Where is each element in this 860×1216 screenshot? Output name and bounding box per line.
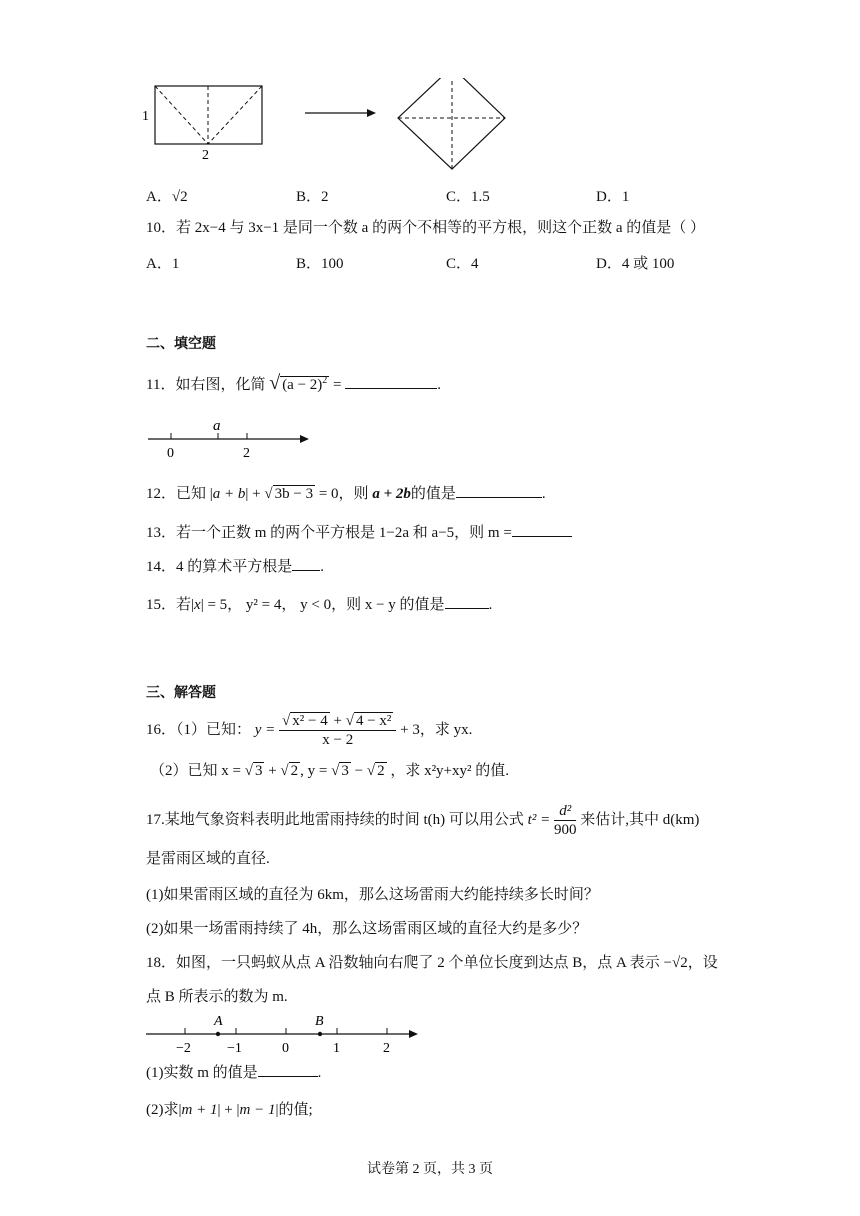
q11-number-line: [146, 412, 316, 462]
q13-answer-blank[interactable]: [512, 522, 572, 537]
q18-answer-blank[interactable]: [258, 1062, 318, 1077]
svg-text:0: 0: [167, 446, 174, 461]
svg-text:2: 2: [383, 1041, 390, 1056]
q17-sub1: (1)如果雷雨区域的直径为 6km，那么这场雷雨大约能持续多长时间？: [146, 887, 599, 903]
q16-fraction: $\frac{\text{√ x² − 4 + √ 4 − x²}}{x - 2}$: [279, 712, 396, 749]
q12-text: 12．已知 |a + b| + √ 3b − 3 = 0，则 a + 2b的值是 .: [146, 483, 546, 505]
q9-option-c: C．1.5: [446, 189, 490, 205]
sqrt-expression: √ $(a - 2)^2$: [269, 372, 328, 394]
q10-option-a: A．1: [146, 256, 180, 272]
q17-line1: 17.某地气象资料表明此地雷雨持续的时间 t(h) 可以用公式 t² = $\frac{\text{d²}}{900}$ 来估计,其中 d(km): [146, 803, 700, 839]
q18-line2: 点 B 所表示的数为 m.: [146, 989, 288, 1005]
q14-text: 14．4 的算术平方根是 .: [146, 556, 324, 578]
q9-option-a: A．√2: [146, 189, 188, 205]
svg-text:A: A: [214, 1014, 223, 1029]
svg-text:1: 1: [333, 1041, 340, 1056]
q10-text: 10．若 2x−4 与 3x−1 是同一个数 a 的两个不相等的平方根，则这个正数 a 的值是（ ）: [146, 220, 705, 236]
fold-figure: [138, 78, 518, 178]
svg-text:−2: −2: [176, 1041, 191, 1056]
q10-option-c: C．4: [446, 256, 479, 272]
q12-answer-blank[interactable]: [456, 483, 542, 498]
q18-sub2: (2)求|m + 1| + |m − 1|的值;: [146, 1102, 313, 1118]
point-b: [318, 1032, 322, 1036]
rect-height-label: 1: [142, 109, 149, 124]
q15-text: 15．若|x| = 5， y² = 4， y < 0，则 x − y 的值是 .: [146, 594, 492, 616]
q16-part2: （2）已知 x = √ 3 + √ 2 , y = √ 3 − √ 2 ，求 x²y+xy² 的值.: [150, 763, 510, 779]
q18-sub1: (1)实数 m 的值是 .: [146, 1062, 321, 1084]
svg-text:a: a: [213, 418, 221, 434]
q18-number-line: [144, 1008, 434, 1058]
point-a: [216, 1032, 220, 1036]
q10-option-d: D．4 或 100: [596, 256, 675, 272]
svg-text:2: 2: [243, 446, 250, 461]
q15-answer-blank[interactable]: [445, 594, 489, 609]
q14-answer-blank[interactable]: [292, 556, 320, 571]
q17-line2: 是雷雨区域的直径.: [146, 851, 270, 867]
svg-text:0: 0: [282, 1041, 289, 1056]
q17-formula-fraction: $\frac{\text{d²}}{900}$: [553, 803, 577, 839]
q10-option-b: B．100: [296, 256, 344, 272]
q11-text: 11．如右图，化简 √ $(a - 2)^2$ = .: [146, 372, 442, 394]
rect-width-label: 2: [202, 148, 209, 163]
svg-text:−1: −1: [227, 1041, 242, 1056]
q16-part1: 16．（1）已知： y = $\frac{\text{√ x² − 4 + √ 4 − x²}}{x - 2}$ + 3，求 yx.: [146, 713, 473, 749]
q11-answer-blank[interactable]: [345, 374, 437, 389]
q9-option-d: D．1: [596, 189, 630, 205]
page-footer: 试卷第 2 页，共 3 页: [367, 1162, 493, 1177]
svg-text:B: B: [315, 1014, 324, 1029]
q13-text: 13．若一个正数 m 的两个平方根是 1−2a 和 a−5，则 m =: [146, 522, 572, 544]
section-title-fill-blank: 二、填空题: [146, 336, 216, 352]
q17-sub2: (2)如果一场雷雨持续了 4h，那么这场雷雨区域的直径大约是多少？: [146, 921, 588, 937]
q9-option-b: B．2: [296, 189, 329, 205]
section-title-solve: 三、解答题: [146, 685, 216, 701]
q18-line1: 18．如图，一只蚂蚁从点 A 沿数轴向右爬了 2 个单位长度到达点 B，点 A 表示 −√2，设: [146, 955, 718, 971]
